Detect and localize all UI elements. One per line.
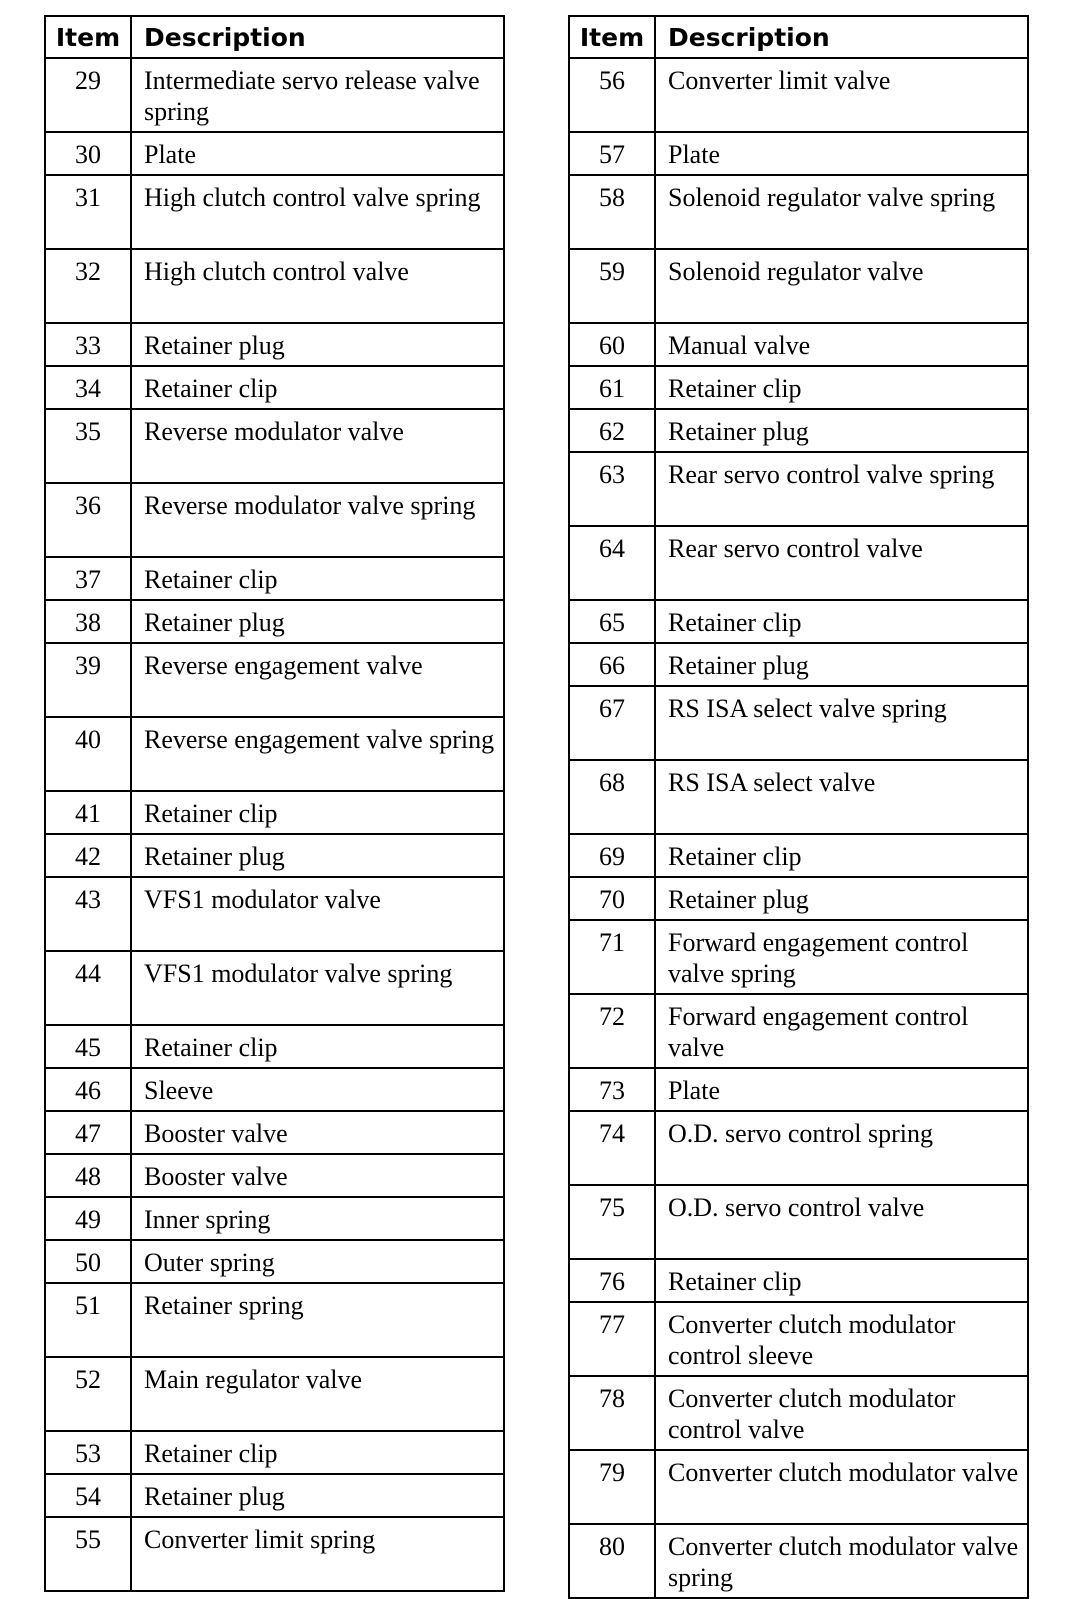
table-row <box>569 600 1028 643</box>
item-number: 77 <box>569 1302 655 1376</box>
item-number: 57 <box>569 132 655 175</box>
item-number: 75 <box>569 1185 655 1259</box>
item-number: 74 <box>569 1111 655 1185</box>
item-description: Converter limit valve <box>655 58 1028 132</box>
item-number: 51 <box>45 1283 131 1357</box>
item-number: 68 <box>569 760 655 834</box>
table-row <box>45 1431 504 1474</box>
table-row <box>569 175 1028 249</box>
item-number: 53 <box>45 1431 131 1474</box>
table-row <box>569 1524 1028 1598</box>
item-column-header: Item <box>569 16 655 58</box>
item-number: 38 <box>45 600 131 643</box>
item-number: 55 <box>45 1517 131 1591</box>
item-number: 62 <box>569 409 655 452</box>
item-number: 69 <box>569 834 655 877</box>
item-description: Inner spring <box>131 1197 504 1240</box>
table-row <box>45 1357 504 1431</box>
table-row <box>45 366 504 409</box>
item-description: Outer spring <box>131 1240 504 1283</box>
item-description: Retainer clip <box>131 366 504 409</box>
item-number: 52 <box>45 1357 131 1431</box>
item-number: 64 <box>569 526 655 600</box>
table-row <box>45 249 504 323</box>
table-row <box>569 643 1028 686</box>
table-row <box>45 951 504 1025</box>
table-row <box>45 1068 504 1111</box>
item-description: Converter limit spring <box>131 1517 504 1591</box>
item-description: RS ISA select valve <box>655 760 1028 834</box>
table-row <box>45 600 504 643</box>
table-row <box>45 1154 504 1197</box>
item-number: 47 <box>45 1111 131 1154</box>
item-number: 31 <box>45 175 131 249</box>
item-number: 50 <box>45 1240 131 1283</box>
table-row <box>569 760 1028 834</box>
item-description: Converter clutch modulator valve <box>655 1450 1028 1524</box>
item-description: O.D. servo control spring <box>655 1111 1028 1185</box>
item-number: 42 <box>45 834 131 877</box>
table-row <box>45 791 504 834</box>
item-number: 35 <box>45 409 131 483</box>
item-number: 61 <box>569 366 655 409</box>
item-number: 59 <box>569 249 655 323</box>
table-row <box>569 877 1028 920</box>
table-row <box>45 1111 504 1154</box>
table-row <box>569 526 1028 600</box>
table-row <box>569 409 1028 452</box>
item-description: Reverse modulator valve spring <box>131 483 504 557</box>
table-row <box>569 249 1028 323</box>
item-description: Retainer clip <box>131 1431 504 1474</box>
item-number: 48 <box>45 1154 131 1197</box>
item-description: Plate <box>655 1068 1028 1111</box>
table-row <box>45 483 504 557</box>
item-number: 43 <box>45 877 131 951</box>
item-number: 54 <box>45 1474 131 1517</box>
parts-table-right-body <box>569 58 1028 1598</box>
item-number: 79 <box>569 1450 655 1524</box>
parts-table-right <box>568 15 1029 1599</box>
item-number: 29 <box>45 58 131 132</box>
table-row <box>569 994 1028 1068</box>
table-row <box>569 1111 1028 1185</box>
item-description: Retainer plug <box>131 834 504 877</box>
item-description: Sleeve <box>131 1068 504 1111</box>
item-number: 41 <box>45 791 131 834</box>
item-description: Forward engagement control valve spring <box>655 920 1028 994</box>
item-description: O.D. servo control valve <box>655 1185 1028 1259</box>
item-number: 37 <box>45 557 131 600</box>
table-row <box>569 323 1028 366</box>
parts-table-left <box>44 15 505 1592</box>
item-description: Rear servo control valve <box>655 526 1028 600</box>
item-number: 67 <box>569 686 655 760</box>
table-row <box>569 366 1028 409</box>
table-row <box>45 323 504 366</box>
table-row <box>569 1185 1028 1259</box>
item-number: 78 <box>569 1376 655 1450</box>
table-row <box>45 409 504 483</box>
table-row <box>45 1025 504 1068</box>
item-description: Retainer clip <box>655 366 1028 409</box>
item-description: Converter clutch modulator control sleeve <box>655 1302 1028 1376</box>
item-number: 72 <box>569 994 655 1068</box>
table-row <box>45 175 504 249</box>
table-row <box>45 877 504 951</box>
table-row <box>569 132 1028 175</box>
table-row <box>45 717 504 791</box>
table-row <box>45 1283 504 1357</box>
item-description: Plate <box>131 132 504 175</box>
item-description: Manual valve <box>655 323 1028 366</box>
item-column-header: Item <box>45 16 131 58</box>
table-row <box>45 834 504 877</box>
item-description: Retainer clip <box>655 600 1028 643</box>
table-header-row <box>45 16 504 58</box>
item-description: VFS1 modulator valve spring <box>131 951 504 1025</box>
item-number: 56 <box>569 58 655 132</box>
item-description: Intermediate servo release valve spring <box>131 58 504 132</box>
item-number: 76 <box>569 1259 655 1302</box>
item-description: Solenoid regulator valve spring <box>655 175 1028 249</box>
item-number: 30 <box>45 132 131 175</box>
item-description: Solenoid regulator valve <box>655 249 1028 323</box>
parts-table-left-body <box>45 58 504 1591</box>
table-row <box>569 834 1028 877</box>
item-number: 36 <box>45 483 131 557</box>
item-description: Retainer clip <box>655 1259 1028 1302</box>
item-number: 71 <box>569 920 655 994</box>
item-number: 44 <box>45 951 131 1025</box>
item-number: 33 <box>45 323 131 366</box>
item-number: 70 <box>569 877 655 920</box>
item-description: High clutch control valve <box>131 249 504 323</box>
description-column-header: Description <box>655 16 1028 58</box>
item-description: Converter clutch modulator control valve <box>655 1376 1028 1450</box>
item-description: Reverse engagement valve spring <box>131 717 504 791</box>
item-description: VFS1 modulator valve <box>131 877 504 951</box>
item-number: 80 <box>569 1524 655 1598</box>
item-description: Retainer plug <box>131 600 504 643</box>
item-number: 34 <box>45 366 131 409</box>
item-description: Reverse modulator valve <box>131 409 504 483</box>
item-number: 40 <box>45 717 131 791</box>
item-number: 39 <box>45 643 131 717</box>
item-description: Retainer plug <box>131 323 504 366</box>
item-number: 60 <box>569 323 655 366</box>
table-row <box>569 920 1028 994</box>
item-description: Booster valve <box>131 1154 504 1197</box>
item-description: Forward engagement control valve <box>655 994 1028 1068</box>
table-row <box>45 1240 504 1283</box>
table-row <box>569 1450 1028 1524</box>
table-row <box>45 1474 504 1517</box>
item-description: Retainer clip <box>131 1025 504 1068</box>
item-description: Plate <box>655 132 1028 175</box>
item-number: 66 <box>569 643 655 686</box>
table-row <box>569 452 1028 526</box>
item-description: RS ISA select valve spring <box>655 686 1028 760</box>
item-description: Retainer plug <box>655 877 1028 920</box>
item-description: Converter clutch modulator valve spring <box>655 1524 1028 1598</box>
table-row <box>569 58 1028 132</box>
item-description: Main regulator valve <box>131 1357 504 1431</box>
item-description: High clutch control valve spring <box>131 175 504 249</box>
item-number: 63 <box>569 452 655 526</box>
table-row <box>45 1517 504 1591</box>
table-row <box>45 58 504 132</box>
item-number: 46 <box>45 1068 131 1111</box>
item-description: Retainer plug <box>131 1474 504 1517</box>
table-row <box>569 1376 1028 1450</box>
item-description: Rear servo control valve spring <box>655 452 1028 526</box>
table-row <box>569 1259 1028 1302</box>
table-row <box>45 557 504 600</box>
item-number: 45 <box>45 1025 131 1068</box>
item-description: Retainer spring <box>131 1283 504 1357</box>
item-description: Retainer plug <box>655 643 1028 686</box>
description-column-header: Description <box>131 16 504 58</box>
item-description: Retainer plug <box>655 409 1028 452</box>
item-description: Booster valve <box>131 1111 504 1154</box>
item-description: Retainer clip <box>655 834 1028 877</box>
item-number: 58 <box>569 175 655 249</box>
table-header-row <box>569 16 1028 58</box>
table-row <box>45 1197 504 1240</box>
item-number: 65 <box>569 600 655 643</box>
item-description: Retainer clip <box>131 791 504 834</box>
item-number: 73 <box>569 1068 655 1111</box>
table-row <box>569 1068 1028 1111</box>
item-number: 32 <box>45 249 131 323</box>
table-row <box>45 643 504 717</box>
table-row <box>45 132 504 175</box>
item-description: Retainer clip <box>131 557 504 600</box>
item-number: 49 <box>45 1197 131 1240</box>
table-row <box>569 686 1028 760</box>
table-row <box>569 1302 1028 1376</box>
item-description: Reverse engagement valve <box>131 643 504 717</box>
